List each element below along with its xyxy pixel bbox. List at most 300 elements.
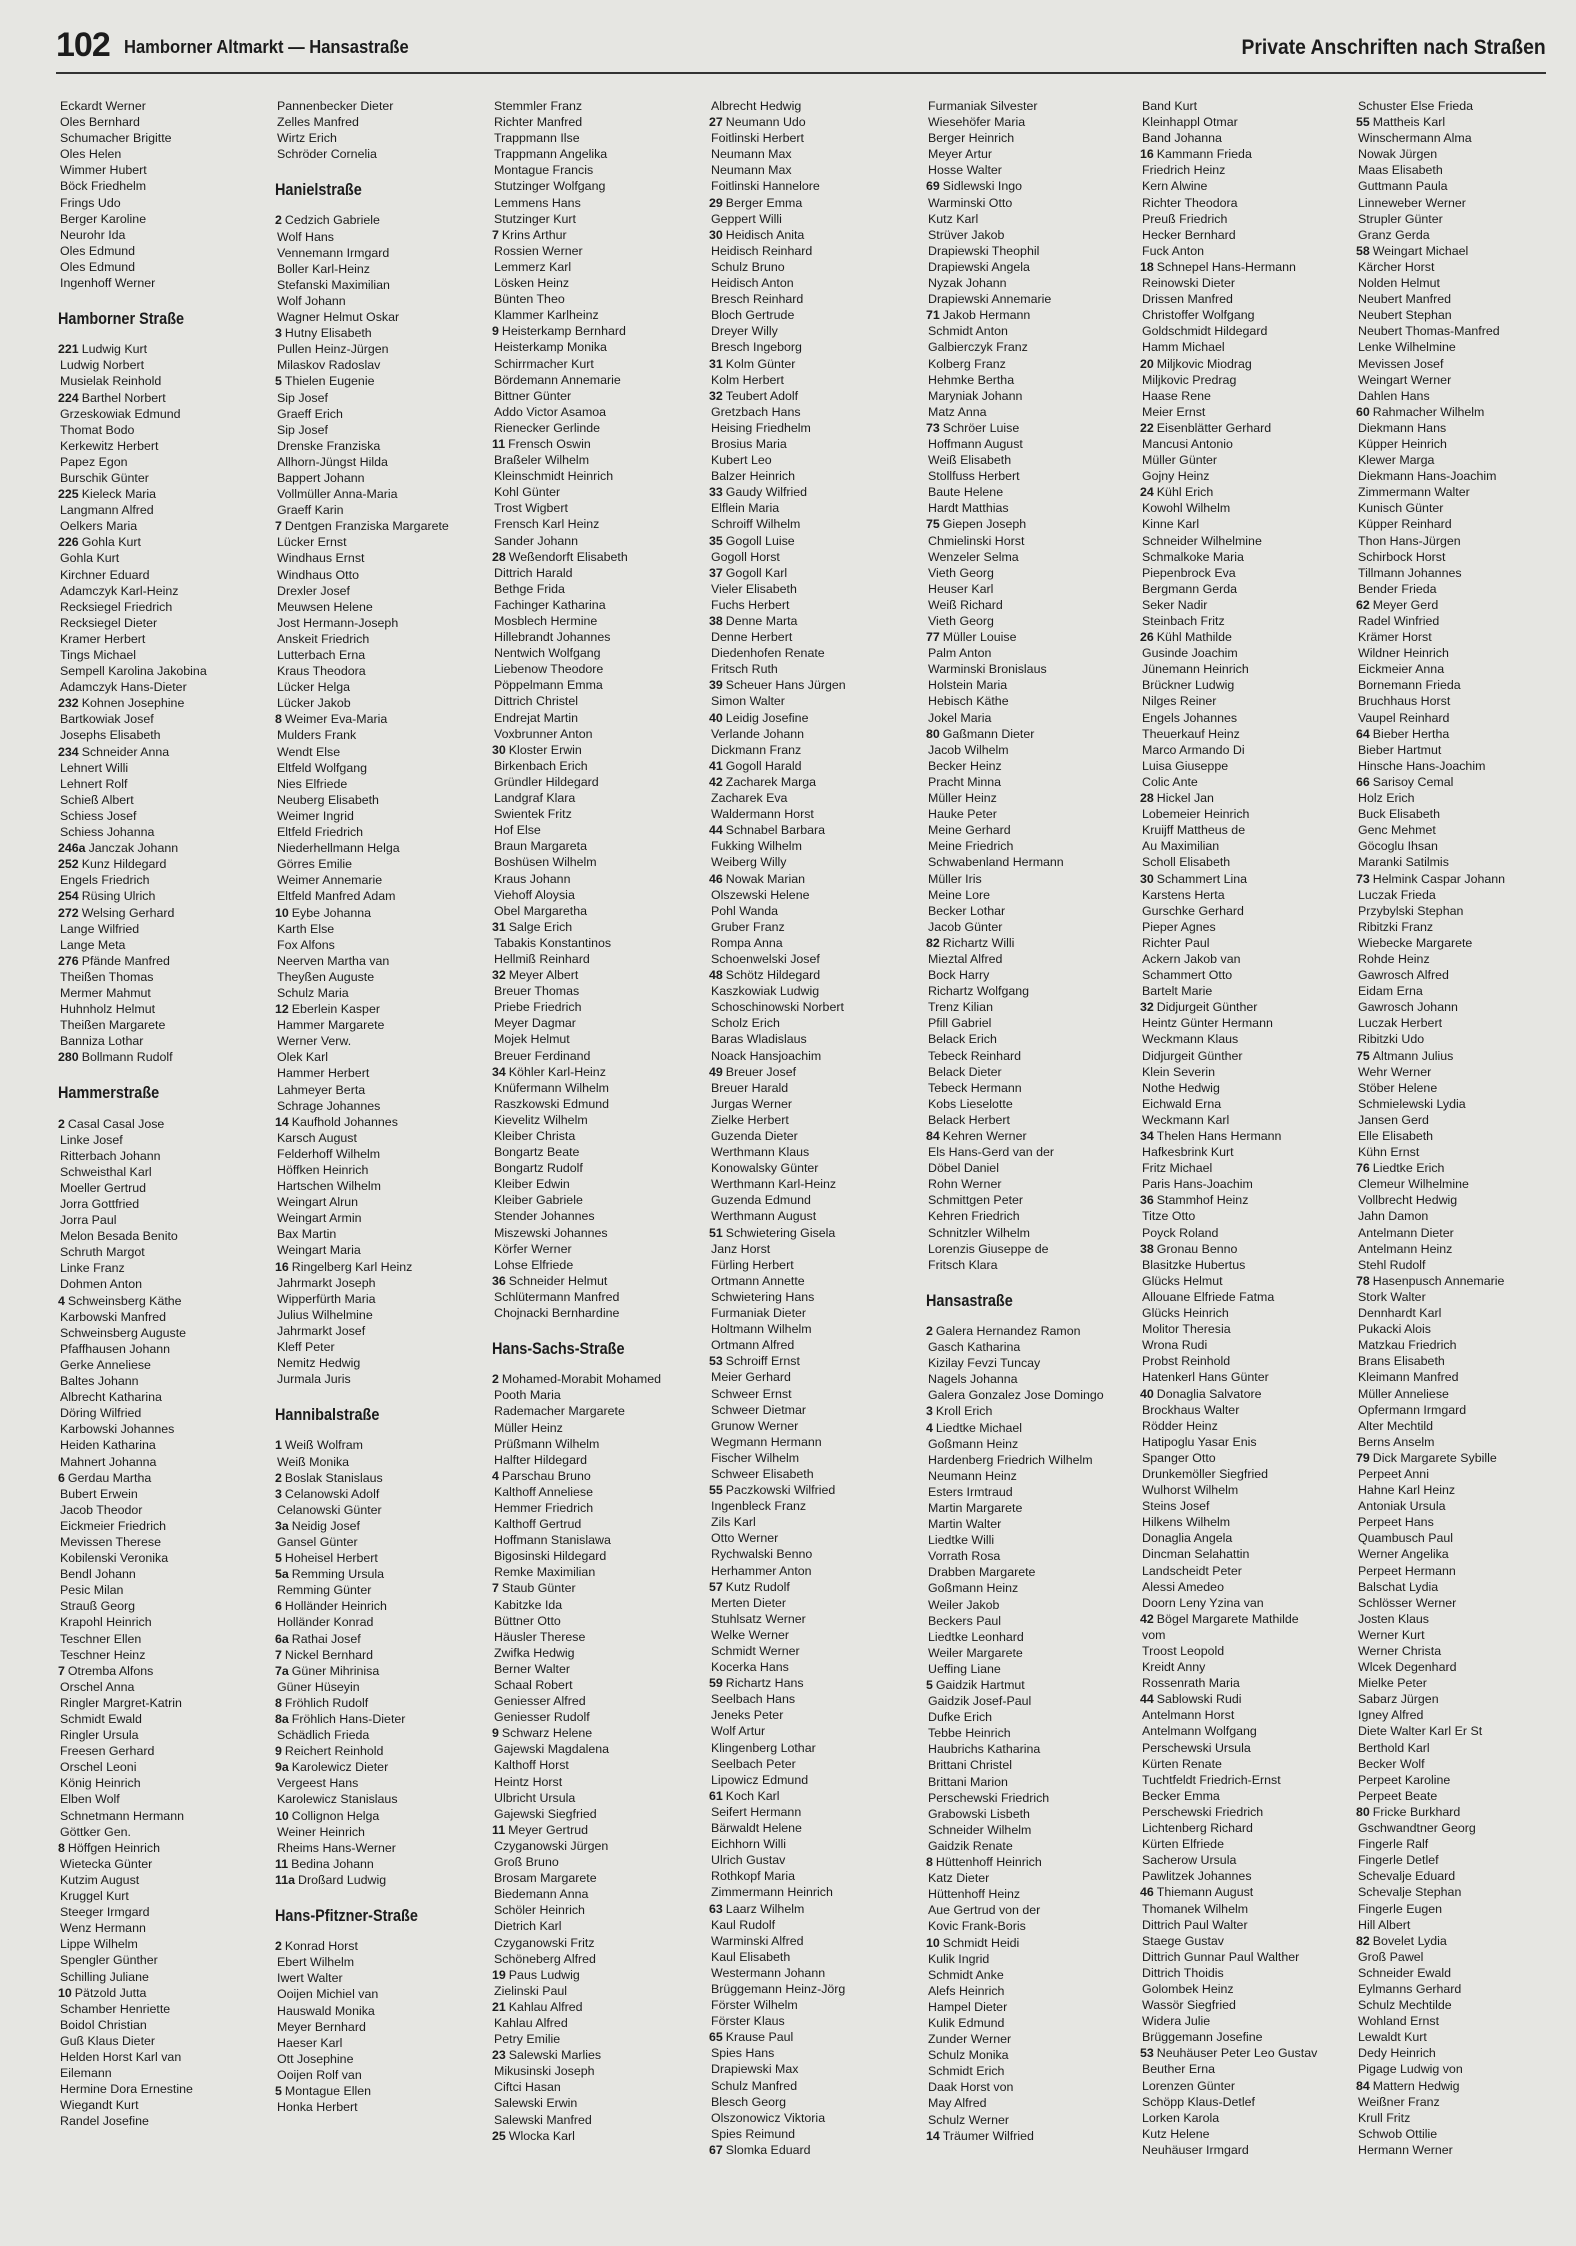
resident-name: Tuchtfeldt Friedrich-Ernst [1142,1772,1281,1787]
resident-name: Gaidzik Renate [928,1838,1013,1853]
resident-name: Förster Wilhelm [711,1998,798,2013]
resident-name: Balzer Heinrich [711,469,796,484]
directory-entry [492,790,700,806]
directory-entry [1140,339,1348,355]
resident-name: Meier Gerhard [711,1370,791,1385]
directory-entry [58,227,266,243]
resident-name: Kerkewitz Herbert [60,438,159,453]
directory-entry [1356,1611,1564,1627]
directory-entry [1356,1080,1564,1096]
directory-entry [275,98,483,114]
resident-name: Ulrich Gustav [711,1853,786,1868]
directory-entry [275,583,483,599]
resident-name: Wolf Hans [277,229,334,244]
resident-name: Gusinde Joachim [1142,646,1238,661]
resident-name: Geniesser Rudolf [494,1710,590,1725]
directory-entry [926,1661,1134,1677]
directory-entry [709,1643,917,1659]
directory-entry [926,1629,1134,1645]
directory-entry [1140,372,1348,388]
resident-name: Kulik Edmund [928,2015,1005,2030]
directory-entry [492,871,700,887]
resident-name: Antelmann Heinz [1358,1241,1453,1256]
directory-entry [1356,1563,1564,1579]
resident-name: Bieber Hertha [1372,726,1450,741]
resident-name: Berger Heinrich [928,131,1015,146]
directory-entry [58,1759,266,1775]
resident-name: Fingerle Detlef [1358,1853,1439,1868]
resident-name: Perschewski Friedrich [928,1790,1050,1805]
directory-entry [58,146,266,162]
resident-name: Heidisch Reinhard [711,243,813,258]
resident-name: Guzenda Edmund [711,1193,811,1208]
directory-entry [1356,146,1564,162]
resident-name: Stender Johannes [494,1209,595,1224]
directory-entry [1140,2142,1348,2158]
resident-name: Grabowski Lisbeth [928,1806,1030,1821]
directory-entry [926,1790,1134,1806]
resident-name: Mielke Peter [1358,1676,1427,1691]
resident-name: Geniesser Alfred [494,1694,586,1709]
resident-name: Viehoff Aloysia [494,887,575,902]
directory-entry [1140,484,1348,500]
resident-name: Stefanski Maximilian [277,277,390,292]
resident-name: Jahrmarkt Joseph [277,1275,376,1290]
directory-entry [275,888,483,904]
directory-entry [926,1564,1134,1580]
resident-name: Graeff Erich [277,406,343,421]
resident-name: Drunkemöller Siegfried [1142,1466,1269,1481]
directory-entry [275,1146,483,1162]
resident-name: Moeller Gertrud [60,1180,147,1195]
house-number: 4 [58,1293,65,1308]
house-number: 53 [709,1354,723,1369]
resident-name: Miljkovic Predrag [1142,372,1237,387]
house-number: 225 [58,487,79,502]
resident-name: Seelbach Hans [711,1692,796,1707]
resident-name: Hammer Margarete [277,1018,385,1033]
resident-name: Sip Josef [277,390,328,405]
house-number: 2 [492,1372,499,1387]
resident-name: Schneider Wilhelmine [1142,533,1262,548]
directory-entry [492,1112,700,1128]
directory-entry [275,2099,483,2115]
directory-entry [926,1902,1134,1918]
house-number: 62 [1356,597,1370,612]
resident-name: Schoschinowski Norbert [711,1000,844,1015]
directory-entry [1356,1112,1564,1128]
directory-entry [492,1822,700,1838]
directory-entry [58,1936,266,1952]
directory-entry [58,1550,266,1566]
directory-entry [492,1757,700,1773]
directory-entry [926,887,1134,903]
resident-name: Wietecka Günter [60,1856,153,1871]
resident-name: Pannenbecker Dieter [277,99,394,113]
house-number: 10 [275,905,289,920]
directory-entry [492,629,700,645]
directory-entry [58,937,266,953]
house-number: 2 [275,1939,282,1954]
house-number: 29 [709,195,723,210]
directory-entry [926,484,1134,500]
directory-entry [709,806,917,822]
resident-name: Kabitzke Ida [494,1597,563,1612]
directory-entry [1140,211,1348,227]
resident-name: Ackern Jakob van [1142,951,1241,966]
directory-entry [1140,1659,1348,1675]
resident-name: Spanger Otto [1142,1450,1216,1465]
resident-name: Kunz Hildegard [81,857,167,872]
directory-entry [275,1001,483,1017]
resident-name: Heidisch Anita [725,227,805,242]
resident-name: Kärcher Horst [1358,259,1435,274]
directory-entry [926,1436,1134,1452]
resident-name: Hoheisel Herbert [284,1551,378,1566]
directory-entry [926,1709,1134,1725]
directory-entry [926,903,1134,919]
directory-entry [492,1273,700,1289]
house-number: 221 [58,342,79,357]
directory-entry [709,1386,917,1402]
directory-entry [58,711,266,727]
resident-name: Els Hans-Gerd van der [928,1145,1055,1160]
directory-entry [275,1242,483,1258]
directory-entry [492,1436,700,1452]
resident-name: Czyganowski Fritz [494,1935,595,1950]
directory-entry [58,1341,266,1357]
directory-entry [1140,1546,1348,1562]
house-number: 11a [275,1872,295,1887]
resident-name: Hecker Bernhard [1142,227,1236,242]
resident-name: Richter Manfred [494,115,583,130]
resident-name: Gruber Franz [711,919,785,934]
directory-entry [926,581,1134,597]
resident-name: Liedtke Erich [1372,1161,1445,1176]
resident-name: Fingerle Ralf [1358,1837,1429,1852]
resident-name: Dentgen Franziska Margarete [284,519,449,534]
directory-entry [709,1434,917,1450]
directory-entry [58,985,266,1001]
resident-name: Schmidt Erich [928,2064,1005,2079]
resident-name: Sidlewski Ingo [942,179,1022,194]
resident-name: Sander Johann [494,533,579,548]
directory-entry [58,599,266,615]
directory-entry [275,1371,483,1387]
directory-entry [275,2067,483,2083]
house-number: 19 [492,1967,506,1982]
resident-name: Geppert Willi [711,211,782,226]
directory-entry [1356,533,1564,549]
column-7 [1356,98,1564,2238]
resident-name: Thelen Hans Hermann [1156,1129,1282,1143]
directory-entry [1356,758,1564,774]
resident-name: Güner Hüseyin [277,1679,360,1694]
resident-name: Bruchhaus Horst [1358,694,1451,709]
directory-entry [1356,806,1564,822]
resident-name: Teschner Heinz [60,1647,146,1662]
directory-entry [58,1840,266,1856]
resident-name: Granz Gerda [1358,227,1430,242]
resident-name: Schulz Mechtilde [1358,1998,1452,2013]
resident-name: Rahmacher Wilhelm [1372,404,1485,419]
resident-name: Bergmann Gerda [1142,581,1238,596]
resident-name: Göcoglu Ihsan [1358,839,1438,854]
directory-entry [709,98,917,114]
directory-entry [1356,2061,1564,2077]
resident-name: Kaul Elisabeth [711,1949,791,1964]
directory-entry [709,774,917,790]
directory-entry [492,2063,700,2079]
directory-entry [709,1192,917,1208]
resident-name: Kutz Karl [928,211,979,226]
resident-name: Jorra Paul [60,1213,117,1228]
directory-entry [1140,677,1348,693]
directory-entry [58,2065,266,2081]
directory-entry [58,1663,266,1679]
resident-name: Holstein Maria [928,678,1008,693]
resident-name: Thomat Bodo [60,422,135,437]
resident-name: Meyer Dagmar [494,1016,576,1031]
directory-entry [709,710,917,726]
directory-entry [1140,356,1348,372]
directory-entry [492,1838,700,1854]
resident-name: Pooth Maria [494,1388,561,1403]
resident-name: Gründler Hildegard [494,774,599,789]
resident-name: Pracht Minna [928,774,1002,789]
resident-name: Marco Armando Di [1142,742,1245,757]
directory-entry [275,1711,483,1727]
directory-entry [926,999,1134,1015]
directory-entry [275,1824,483,1840]
resident-name: Perpeet Beate [1358,1788,1438,1803]
house-number: 60 [1356,404,1370,419]
resident-name: Gaudy Wilfried [725,485,808,500]
directory-entry [1140,388,1348,404]
directory-entry [1140,1884,1348,1900]
resident-name: Liedtke Michael [935,1420,1022,1435]
directory-entry [1140,1579,1348,1595]
resident-name: Boller Karl-Heinz [277,261,370,276]
directory-entry [1140,1707,1348,1723]
resident-name: Schroiff Ernst [725,1354,800,1369]
directory-entry [492,1176,700,1192]
directory-entry [709,597,917,613]
resident-name: Fritz Michael [1142,1161,1213,1176]
directory-entry [926,114,1134,130]
resident-name: Goßmann Heinz [928,1581,1019,1596]
house-number: 7 [275,1647,282,1662]
resident-name: Jansen Gerd [1358,1112,1429,1127]
directory-entry [275,872,483,888]
resident-name: Vieth Georg [928,614,994,628]
house-number: 226 [58,535,79,550]
house-number: 16 [275,1259,289,1274]
directory-entry [492,1902,700,1918]
resident-name: Klingenberg Lothar [711,1740,816,1755]
resident-name: Neuhäuser Irmgard [1142,2142,1249,2157]
resident-name: Denne Marta [725,614,798,628]
column-5 [926,98,1134,2238]
resident-name: Eickmeier Anna [1358,662,1445,677]
resident-name: Didjurgeit Günther [1156,1000,1258,1015]
resident-name: Allhorn-Jüngst Hilda [277,454,388,469]
directory-entry [1140,1048,1348,1064]
resident-name: Jokel Maria [928,710,992,725]
resident-name: Remming Günter [277,1583,372,1598]
resident-name: Paus Ludwig [508,1967,580,1982]
resident-name: Otremba Alfons [67,1663,154,1678]
resident-name: Gasch Katharina [928,1340,1021,1355]
house-number: 234 [58,744,79,759]
directory-entry [926,919,1134,935]
directory-entry [58,647,266,663]
directory-entry [1140,2110,1348,2126]
house-number: 30 [492,742,506,757]
resident-name: Meyer Artur [928,147,993,162]
resident-name: Schweer Elisabeth [711,1466,814,1481]
directory-entry [1356,790,1564,806]
directory-entry [58,243,266,259]
directory-entry [926,1725,1134,1741]
resident-name: Bongartz Rudolf [494,1161,583,1176]
house-number: 8a [275,1712,289,1726]
directory-entry [58,583,266,599]
resident-name: Kalthoff Horst [494,1758,569,1773]
resident-name: Eidam Erna [1358,984,1423,999]
directory-entry [275,1970,483,1986]
directory-entry [58,1791,266,1807]
directory-entry [58,275,266,291]
street-range: Hamborner Altmarkt — Hansastraße [124,37,409,57]
resident-name: Güner Mihrinisa [291,1663,380,1678]
directory-entry [926,1741,1134,1757]
resident-name: Schiess Johanna [60,825,155,840]
resident-name: Schweer Ernst [711,1386,792,1401]
directory-entry [275,229,483,245]
directory-entry [926,1339,1134,1355]
directory-entry [1140,1353,1348,1369]
resident-name: Haase Rene [1142,388,1211,403]
directory-entry [926,1967,1134,1983]
resident-name: Eybe Johanna [291,905,372,920]
directory-entry [492,468,700,484]
directory-entry [275,1727,483,1743]
resident-name: Pätzold Jutta [74,1985,147,2000]
directory-entry [492,1741,700,1757]
resident-name: Martin Walter [928,1517,1002,1532]
directory-entry [1140,307,1348,323]
resident-name: Weingart Michael [1372,243,1469,258]
directory-entry [709,1917,917,1933]
resident-name: Hüttenhoff Heinrich [935,1855,1042,1870]
directory-entry [58,1985,266,2001]
resident-name: Guzenda Dieter [711,1129,798,1143]
directory-entry [1140,951,1348,967]
resident-name: Brittani Marion [928,1774,1008,1789]
resident-name: Hill Albert [1358,1917,1411,1932]
directory-entry [492,1128,700,1144]
directory-entry [275,679,483,695]
directory-entry [275,454,483,470]
directory-entry [1140,1176,1348,1192]
directory-entry [275,647,483,663]
resident-name: Hamm Michael [1142,340,1225,355]
directory-entry [1140,1482,1348,1498]
resident-name: Glücks Heinrich [1142,1306,1229,1321]
directory-entry [709,516,917,532]
directory-entry [709,838,917,854]
resident-name: Vieler Elisabeth [711,581,797,596]
resident-name: Galbierczyk Franz [928,340,1028,355]
directory-entry [1356,999,1564,1015]
resident-name: Fox Alfons [277,937,335,952]
resident-name: Noack Hansjoachim [711,1048,822,1063]
directory-entry [1140,1901,1348,1917]
resident-name: Dreyer Willy [711,324,778,339]
directory-entry [1140,1241,1348,1257]
directory-entry [1356,339,1564,355]
directory-entry [1356,307,1564,323]
directory-entry [275,261,483,277]
directory-entry [709,742,917,758]
directory-entry [926,356,1134,372]
resident-name: Karolewicz Stanislaus [277,1792,398,1807]
directory-entry [1356,710,1564,726]
resident-name: Zacharek Marga [725,774,817,789]
directory-entry [709,1273,917,1289]
resident-name: Schulz Maria [277,985,349,1000]
resident-name: Weimer Eva-Maria [284,712,388,727]
column-1 [58,98,266,2238]
directory-entry [58,1614,266,1630]
resident-name: Seelbach Peter [711,1756,796,1771]
resident-name: Weckmann Karl [1142,1112,1230,1127]
directory-entry [1140,468,1348,484]
directory-entry [926,1096,1134,1112]
directory-entry [492,516,700,532]
directory-entry [709,1756,917,1772]
directory-entry [709,1369,917,1385]
directory-entry [709,1225,917,1241]
house-number: 75 [1356,1048,1370,1063]
resident-name: Bartkowiak Josef [60,712,154,727]
house-number: 20 [1140,356,1154,371]
resident-name: Wenz Hermann [60,1921,146,1936]
resident-name: Papez Egon [60,454,128,469]
resident-name: Meyer Albert [508,968,579,983]
directory-entry [58,1888,266,1904]
directory-entry [275,776,483,792]
directory-entry [926,420,1134,436]
directory-entry [275,985,483,1001]
resident-name: Schieß Albert [60,792,134,807]
resident-name: Fukking Wilhelm [711,839,802,854]
resident-name: Kieleck Maria [81,487,157,502]
directory-entry [492,1452,700,1468]
house-number: 5 [275,2083,282,2098]
resident-name: Stutzinger Kurt [494,211,576,226]
resident-name: Slomka Eduard [725,2142,811,2157]
resident-name: Holtmann Wilhelm [711,1322,812,1337]
directory-entry [492,1999,700,2015]
resident-name: Josten Klaus [1358,1611,1429,1626]
house-number: 78 [1356,1273,1370,1288]
directory-entry [492,597,700,613]
directory-entry [492,549,700,565]
resident-name: Rademacher Margarete [494,1404,625,1419]
resident-name: Adamczyk Karl-Heinz [60,583,179,598]
